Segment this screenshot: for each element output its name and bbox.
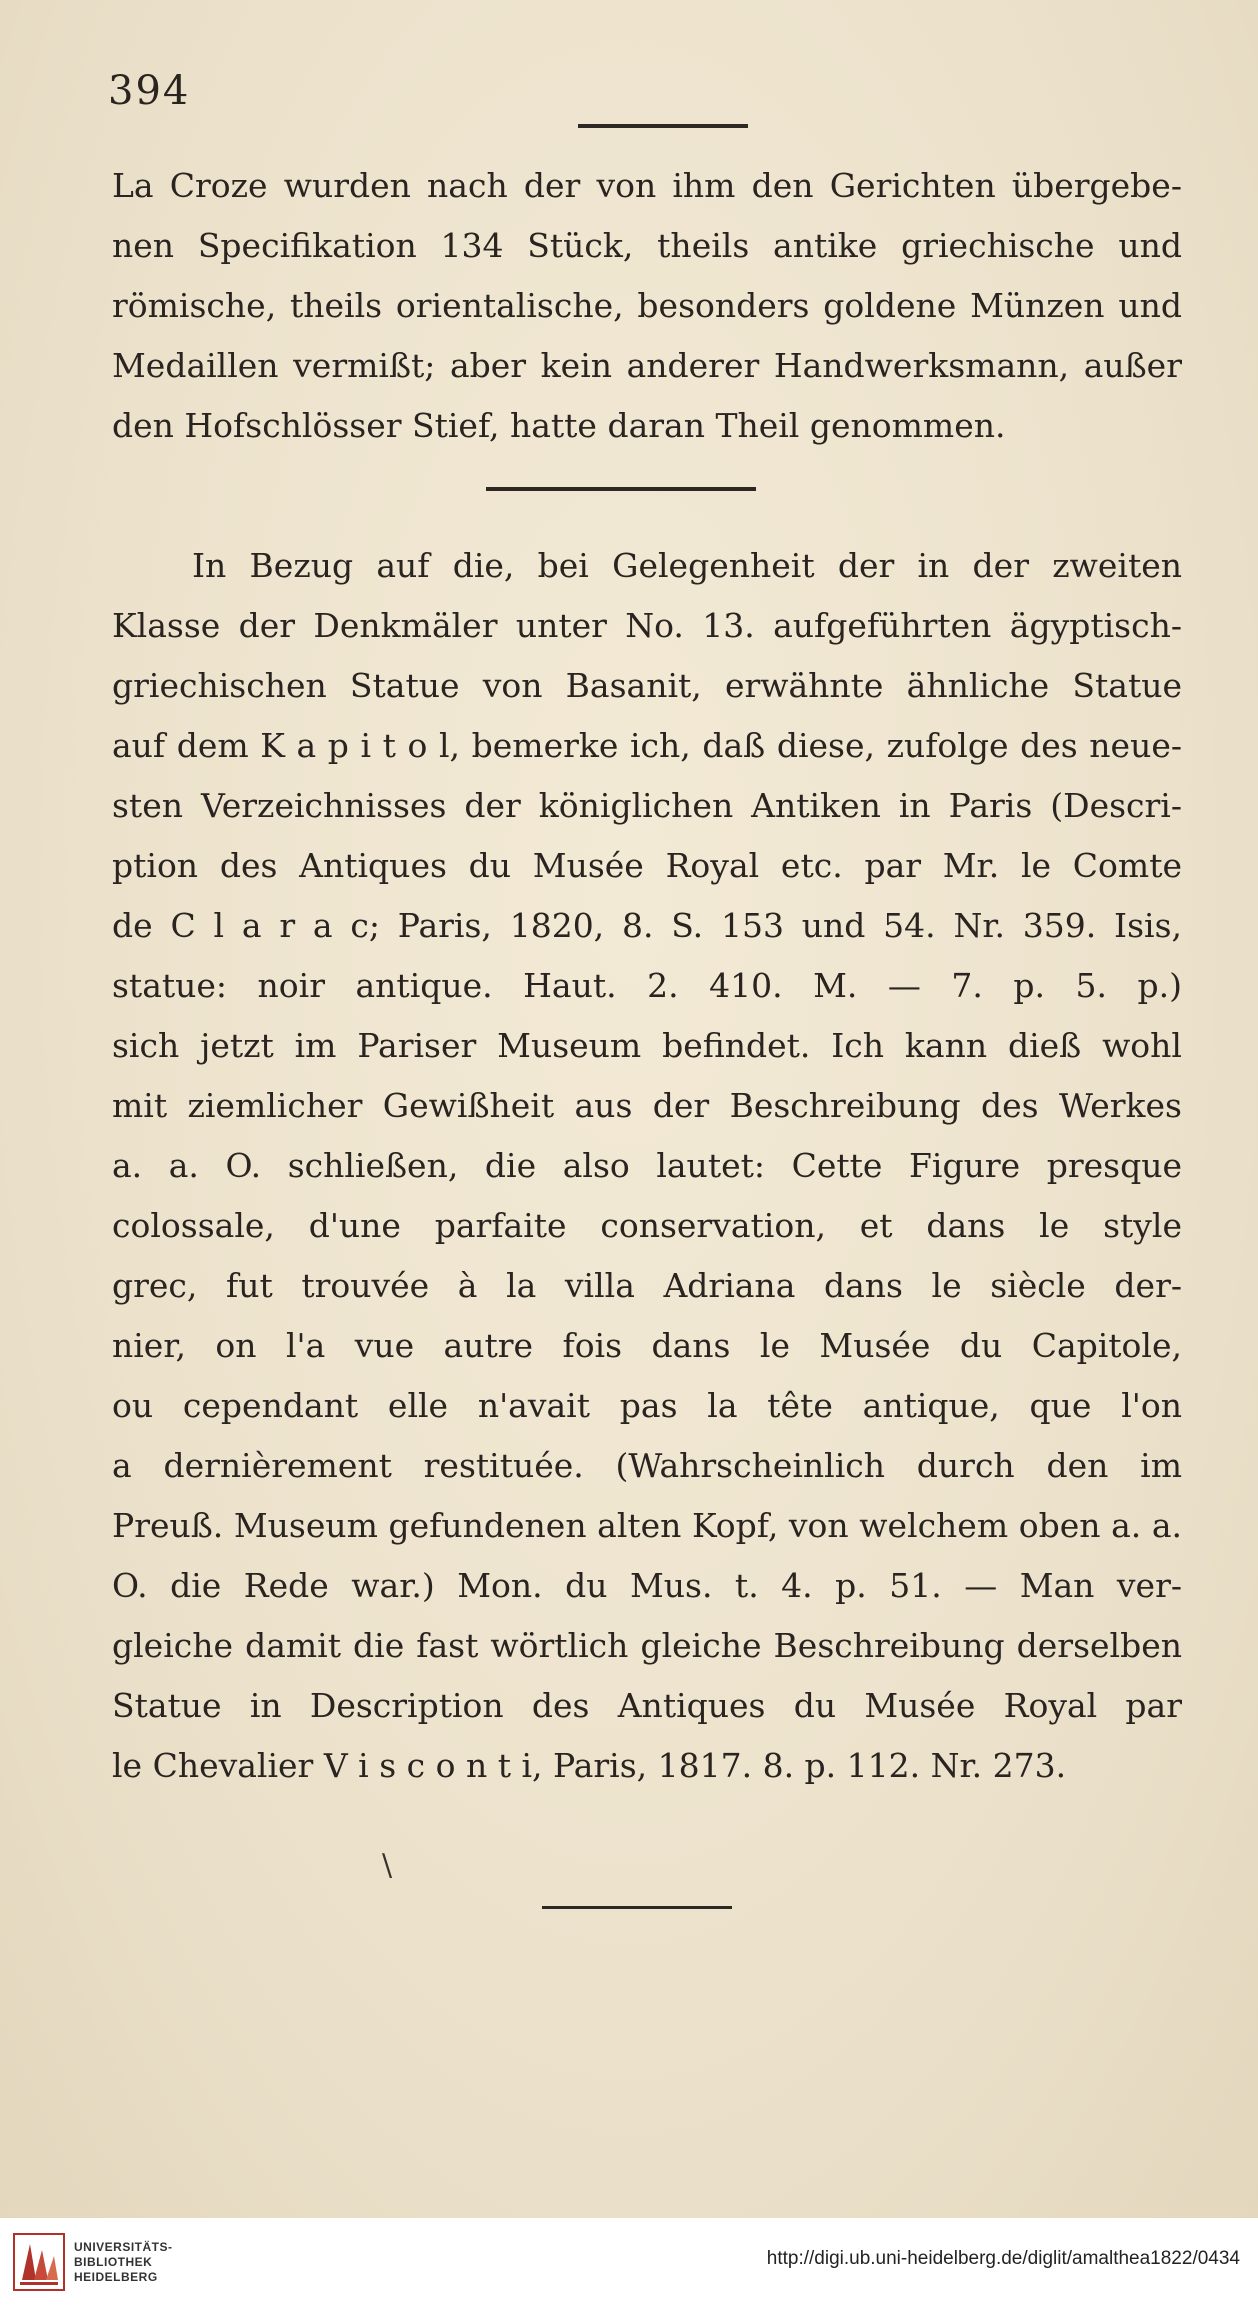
text-line: nier, on l'a vue autre fois dans le Musée du Capitole, [112, 1326, 1182, 1365]
text-line: grec, fut trouvée à la villa Adriana dans le siècle der- [112, 1266, 1182, 1305]
text-line: den Hofschlösser Stief, hatte daran Theil genommen. [112, 406, 1006, 445]
paragraph-1 [112, 156, 1182, 456]
page-header [108, 60, 1168, 120]
text-line: de C l a r a c; Paris, 1820, 8. S. 153 und 54. Nr. 359. Isis, [112, 906, 1182, 945]
footer-bar [0, 2218, 1258, 2309]
text-line: Medaillen vermißt; aber kein anderer Handwerksmann, außer [112, 346, 1182, 385]
text-line: statue: noir antique. Haut. 2. 410. M. — 7. p. 5. p.) [112, 966, 1182, 1005]
text-line: ou cependant elle n'avait pas la tête antique, que l'on [112, 1386, 1182, 1425]
text-line: La Croze wurden nach der von ihm den Gerichten übergebe- [112, 166, 1182, 205]
source-url-link[interactable]: http://digi.ub.uni-heidelberg.de/diglit/amalthea1822/0434 [766, 2248, 1240, 2269]
closing-rule [542, 1906, 732, 1909]
text-line: römische, theils orientalische, besonders goldene Münzen und [112, 286, 1182, 325]
institution-name [74, 2240, 173, 2285]
text-line: auf dem K a p i t o l, bemerke ich, daß diese, zufolge des neue- [112, 726, 1182, 765]
text-line: colossale, d'une parfaite conservation, et dans le style [112, 1206, 1182, 1245]
text-line: a. a. O. schließen, die also lautet: Cette Figure presque [112, 1146, 1182, 1185]
text-line: mit ziemlicher Gewißheit aus der Beschreibung des Werkes [112, 1086, 1182, 1125]
text-line: sich jetzt im Pariser Museum befindet. Ich kann dieß wohl [112, 1026, 1182, 1065]
text-line: sten Verzeichnisses der königlichen Antiken in Paris (Descri- [112, 786, 1182, 825]
page-number: 394 [108, 68, 191, 114]
institution-line: UNIVERSITÄTS- [74, 2240, 173, 2254]
text-line: O. die Rede war.) Mon. du Mus. t. 4. p. 51. — Man ver- [112, 1566, 1182, 1605]
text-line: ption des Antiques du Musée Royal etc. par Mr. le Comte [112, 846, 1182, 885]
text-line: a dernièrement restituée. (Wahrscheinlich durch den im [112, 1446, 1182, 1485]
text-line: Preuß. Museum gefundenen alten Kopf, von welchem oben a. a. [112, 1506, 1182, 1545]
text-line: nen Specifikation 134 Stück, theils antike griechische und [112, 226, 1182, 265]
text-line: gleiche damit die fast wörtlich gleiche Beschreibung derselben [112, 1626, 1182, 1665]
text-line: griechischen Statue von Basanit, erwähnte ähnliche Statue [112, 666, 1182, 705]
text-line: Statue in Description des Antiques du Musée Royal par [112, 1686, 1182, 1725]
paragraph-2 [112, 536, 1182, 1796]
stray-pen-mark: \ [382, 1848, 393, 1883]
section-divider [486, 487, 756, 491]
institution-line: BIBLIOTHEK [74, 2255, 153, 2269]
header-rule [578, 124, 748, 128]
text-line: le Chevalier V i s c o n t i, Paris, 1817. 8. p. 112. Nr. 273. [112, 1746, 1067, 1785]
text-line: Klasse der Denkmäler unter No. 13. aufgeführten ägyptisch- [112, 606, 1182, 645]
university-library-logo-icon [12, 2232, 66, 2292]
text-line: In Bezug auf die, bei Gelegenheit der in der zweiten [192, 546, 1182, 585]
institution-line: HEIDELBERG [74, 2270, 158, 2284]
